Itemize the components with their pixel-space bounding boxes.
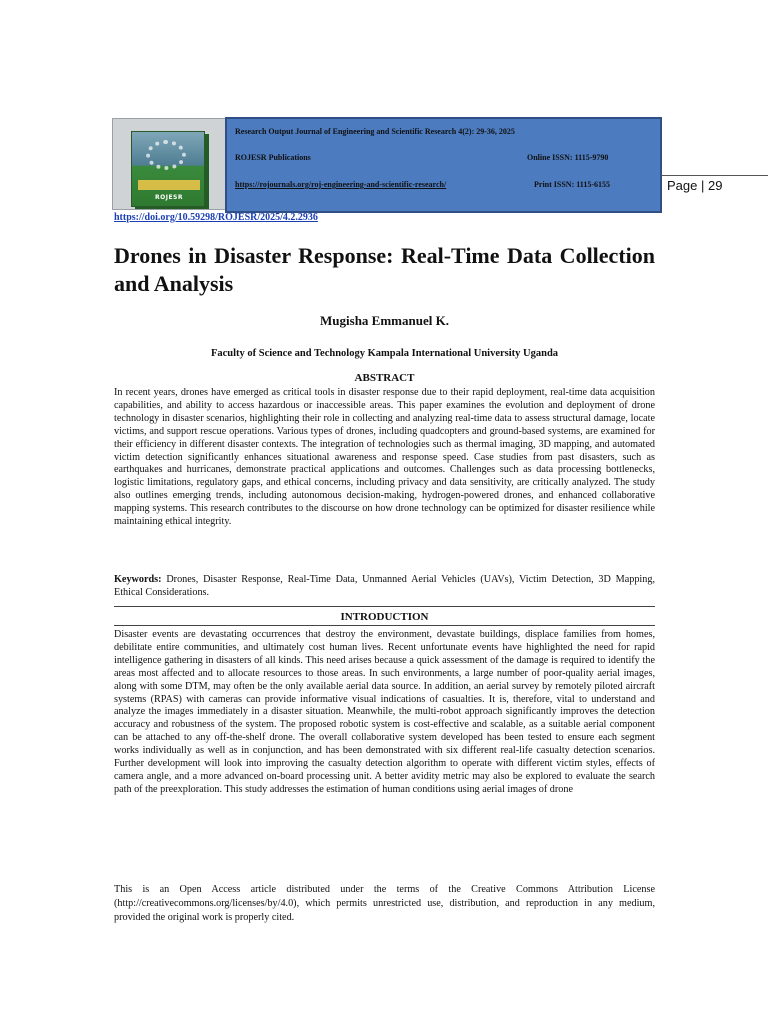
page-number-rule xyxy=(662,175,768,176)
doi-link[interactable]: https://doi.org/10.59298/ROJESR/2025/4.2.2936 xyxy=(114,212,318,223)
keywords-label: Keywords: xyxy=(114,574,162,585)
section-divider xyxy=(114,625,655,626)
keywords-list: Drones, Disaster Response, Real-Time Data, Unmanned Aerial Vehicles (UAVs), Victim Detection, 3D Mapping, Ethical Considerations. xyxy=(114,574,655,598)
page-number: Page | 29 xyxy=(667,178,723,193)
cover-book xyxy=(131,131,205,207)
online-issn: Online ISSN: 1115-9790 xyxy=(527,153,609,162)
journal-cover-image xyxy=(112,118,230,210)
gear-icon xyxy=(146,140,186,170)
publisher-name: ROJESR Publications xyxy=(235,153,311,162)
cover-label: ROJESR xyxy=(155,194,183,201)
author-name: Mugisha Emmanuel K. xyxy=(320,313,449,328)
keywords xyxy=(114,574,655,600)
section-divider xyxy=(114,606,655,607)
abstract-heading: ABSTRACT xyxy=(354,372,415,384)
abstract-text: In recent years, drones have emerged as critical tools in disaster response due to their rapid deployment, real-time data acquisition capabilities, and ability to access hazardous or inaccessible areas. This paper examines the evolution and deployment of drone technology in disaster scenarios, highlighting their role in collecting and analyzing real-time data to assess structural damage, locate victims, and support rescue operations. Various types of drones, including quadcopters and ground-based systems, are examined for their efficiency in different disaster contexts. The integration of technologies such as thermal imaging, 3D mapping, and automated victim detection significantly enhances situational awareness and response speed. Case studies from past disasters, such as earthquakes and hurricanes, demonstrate practical applications and outcomes. Challenges such as data processing bottlenecks, logistic limitations, regulatory gaps, and ethical concerns, including privacy and data sensitivity, are critically analyzed. The study also outlines emerging trends, including autonomous decision-making, hydrogen-powered drones, and enhanced collaborative mapping systems. This research contributes to the discourse on how drone technology can be optimized for disaster resilience while maintaining ethical integrity. xyxy=(114,387,655,528)
author-affiliation: Faculty of Science and Technology Kampala International University Uganda xyxy=(210,348,559,359)
introduction-text: Disaster events are devastating occurrences that destroy the environment, devastate buildings, displace families from homes, debilitate entire communities, and ultimately cost human lives. Recent unfortunate events have highlighted the need for rapid intelligence gathering in disasters of all kinds. This need arises because a quick assessment of the damage is required to identify the areas most affected and to allocate resources to those areas. In such environments, a large number of poor-quality aerial images, along with some DTM, may often be the only available aerial data source. In addition, an aerial survey by remotely piloted aircraft systems (RPAS) with cameras can provide informative visual indications of casualties. It is, therefore, vital to understand and analyze the images immediately in a disaster situation. Meanwhile, the multi-robot approach significantly improves the detection accuracy and robustness of the system. The proposed robotic system is cost-effective and scalable, as a suitable aerial component can be attached to any off-the-shelf drone. The overall collaborative system developed has been tested to ensure each segment works individually as well as in conjunction, and has been demonstrated with six different real-life casualty detection scenarios. Further development will look into improving the casualty detection algorithm to operate with different victim styles, effects of camera angle, and a more advanced on-board processing unit. A better avidity metric may also be explored to evaluate the search path of the preexploration. This study addresses the estimation of human conditions using aerial images of drone xyxy=(114,629,655,795)
journal-citation: Research Output Journal of Engineering and Scientific Research 4(2): 29-36, 2025 xyxy=(235,127,515,136)
print-issn: Print ISSN: 1115-6155 xyxy=(534,180,611,189)
journal-url-link[interactable]: https://rojournals.org/roj-engineering-and-scientific-research/ xyxy=(235,180,447,189)
cover-strip xyxy=(138,180,200,190)
article-title: Drones in Disaster Response: Real-Time Data Collection and Analysis xyxy=(114,243,655,296)
journal-header-box xyxy=(225,117,662,213)
introduction-heading: INTRODUCTION xyxy=(340,611,429,623)
license-notice: This is an Open Access article distributed under the terms of the Creative Commons Attribution License (http://creativecommons.org/licenses/by/4.0), which permits unrestricted use, distribution, and reproduction in any medium, provided the original work is properly cited. xyxy=(114,884,655,923)
